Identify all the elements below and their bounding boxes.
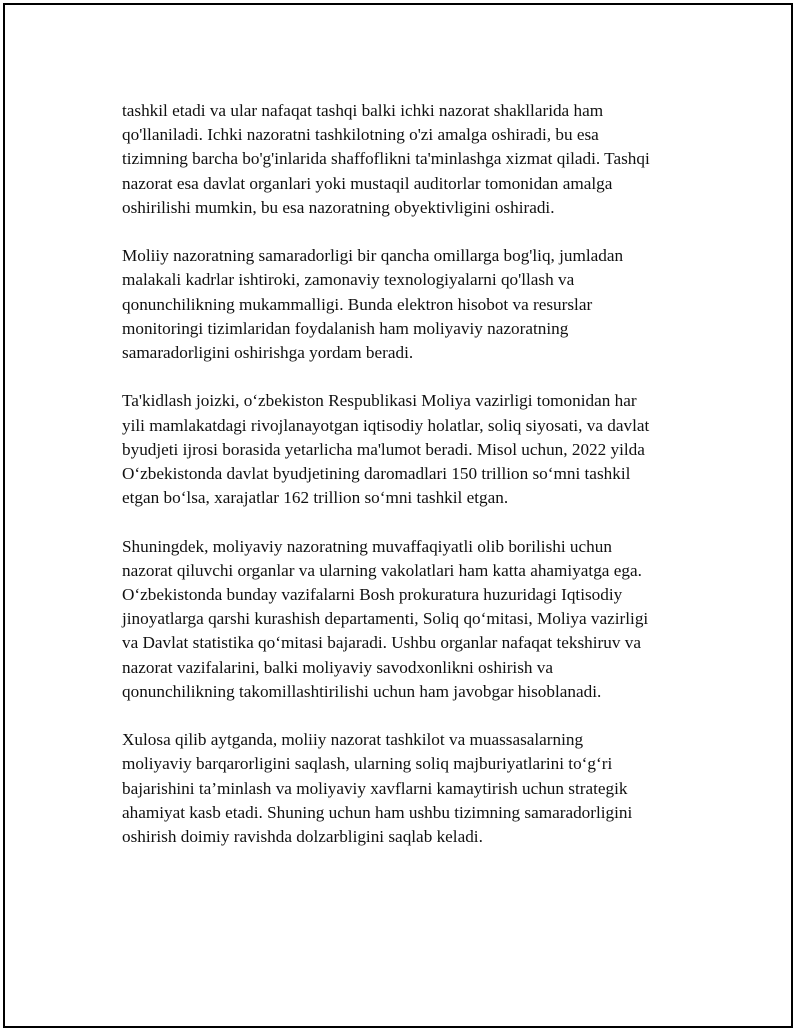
paragraph-1 xyxy=(122,99,682,220)
text-line: Shuningdek, moliyaviy nazoratning muvaffaqiyatli olib borilishi uchun xyxy=(122,536,612,556)
text-line: nazorat qiluvchi organlar va ularning vakolatlari ham katta ahamiyatga ega. xyxy=(122,560,642,580)
text-line: bajarishini ta’minlash va moliyaviy xavflarni kamaytirish uchun strategik xyxy=(122,778,628,798)
text-line: O‘zbekistonda bunday vazifalarni Bosh prokuratura huzuridagi Iqtisodiy xyxy=(122,585,623,605)
text-line: samaradorligini oshirishga yordam beradi. xyxy=(122,343,414,363)
text-line: byudjeti ijrosi borasida yetarlicha ma'lumot beradi. Misol uchun, 2022 yilda xyxy=(122,439,645,459)
text-line: nazorat vazifalarini, balki moliyaviy savodxonlikni oshirish va xyxy=(122,657,554,677)
text-line: va Davlat statistika qo‘mitasi bajaradi. Ushbu organlar nafaqat tekshiruv va xyxy=(122,633,641,653)
text-line: Xulosa qilib aytganda, moliiy nazorat tashkilot va muassasalarning xyxy=(122,730,584,750)
paragraph-2 xyxy=(122,244,682,365)
text-line: etgan bo‘lsa, xarajatlar 162 trillion so‘mni tashkil etgan. xyxy=(122,488,509,508)
text-line: oshirish doimiy ravishda dolzarbligini saqlab keladi. xyxy=(122,827,483,847)
paragraph-5 xyxy=(122,728,682,849)
document-body xyxy=(122,99,682,873)
text-line: oshirilishi mumkin, bu esa nazoratning obyektivligini oshiradi. xyxy=(122,197,555,217)
text-line: qonunchilikning mukammalligi. Bunda elektron hisobot va resurslar xyxy=(122,294,593,314)
paragraph-4 xyxy=(122,535,682,704)
text-line: monitoringi tizimlaridan foydalanish ham moliyaviy nazoratning xyxy=(122,318,569,338)
text-line: jinoyatlarga qarshi kurashish departamenti, Soliq qo‘mitasi, Moliya vazirligi xyxy=(122,609,649,629)
text-line: qo'llaniladi. Ichki nazoratni tashkilotning o'zi amalga oshiradi, bu esa xyxy=(122,125,599,145)
text-line: qonunchilikning takomillashtirilishi uchun ham javobgar hisoblanadi. xyxy=(122,681,602,701)
text-line: ahamiyat kasb etadi. Shuning uchun ham ushbu tizimning samaradorligini xyxy=(122,802,633,822)
text-line: tashkil etadi va ular nafaqat tashqi balki ichki nazorat shakllarida ham xyxy=(122,101,604,120)
text-line: tizimning barcha bo'g'inlarida shaffoflikni ta'minlashga xizmat qiladi. Tashqi xyxy=(122,149,650,169)
text-line: nazorat esa davlat organlari yoki mustaqil auditorlar tomonidan amalga xyxy=(122,173,613,193)
text-line: moliyaviy barqarorligini saqlash, ularning soliq majburiyatlarini to‘g‘ri xyxy=(122,754,613,774)
text-line: yili mamlakatdagi rivojlanayotgan iqtisodiy holatlar, soliq siyosati, va davlat xyxy=(122,415,650,435)
paragraph-3 xyxy=(122,389,682,510)
text-line: Ta'kidlash joizki, o‘zbekiston Respublikasi Moliya vazirligi tomonidan har xyxy=(122,391,637,411)
text-line: Moliiy nazoratning samaradorligi bir qancha omillarga bog'liq, jumladan xyxy=(122,246,624,266)
text-line: malakali kadrlar ishtiroki, zamonaviy texnologiyalarni qo'llash va xyxy=(122,270,575,290)
text-line: O‘zbekistonda davlat byudjetining daromadlari 150 trillion so‘mni tashkil xyxy=(122,464,631,484)
page-frame xyxy=(3,3,793,1028)
